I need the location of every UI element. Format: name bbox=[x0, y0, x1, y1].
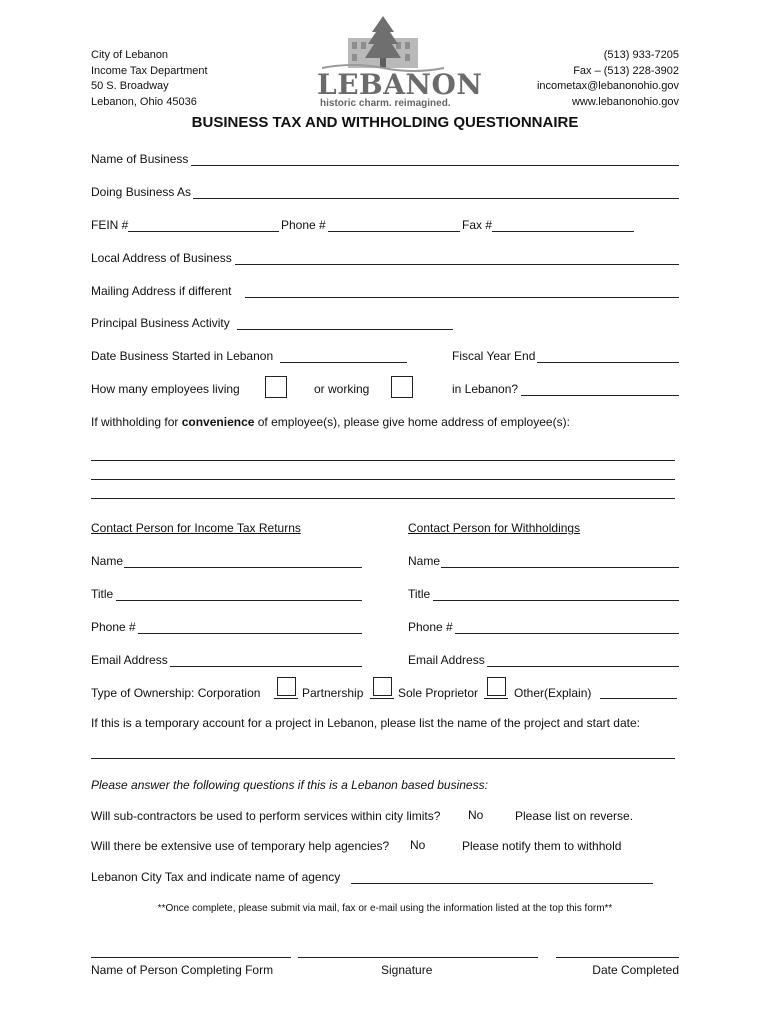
temporary-project-text: If this is a temporary account for a project in Lebanon, please list the name of the project and start date: bbox=[91, 716, 640, 730]
fiscal-year-end-label: Fiscal Year End bbox=[452, 349, 536, 363]
contact2-name-field[interactable] bbox=[441, 567, 679, 568]
temp-agencies-answer[interactable]: No bbox=[410, 838, 426, 852]
city-logo bbox=[312, 14, 483, 110]
contact1-name-label: Name bbox=[91, 554, 124, 568]
contact2-title-label: Title bbox=[408, 587, 431, 601]
header-line: Income Tax Department bbox=[91, 65, 208, 77]
sole-proprietor-checkbox[interactable] bbox=[487, 677, 506, 696]
fein-field[interactable] bbox=[128, 231, 279, 232]
completer-name-label: Name of Person Completing Form bbox=[91, 963, 274, 977]
withholding-text-post: of employee(s), please give home address of employee(s): bbox=[254, 415, 570, 429]
submission-note: **Once complete, please submit via mail, fax or e-mail using the information listed at the top this form** bbox=[157, 903, 613, 914]
employee-address-line-1[interactable] bbox=[91, 460, 675, 461]
subcontractors-answer[interactable]: No bbox=[468, 808, 484, 822]
contact1-email-label: Email Address bbox=[91, 653, 168, 667]
name-of-business-field[interactable] bbox=[191, 165, 679, 166]
other-label: Other(Explain) bbox=[514, 686, 592, 700]
partnership-line bbox=[370, 698, 394, 699]
local-address-field[interactable] bbox=[235, 264, 679, 265]
mailing-address-field[interactable] bbox=[245, 297, 679, 298]
header-line: 50 S. Broadway bbox=[91, 80, 169, 92]
agency-name-label: Lebanon City Tax and indicate name of agency bbox=[91, 870, 341, 884]
fax-label: Fax # bbox=[462, 218, 493, 232]
phone-label: Phone # bbox=[281, 218, 326, 232]
logo-tagline: historic charm. reimagined. bbox=[320, 98, 451, 109]
in-lebanon-label: in Lebanon? bbox=[452, 382, 519, 396]
corporation-checkbox[interactable] bbox=[277, 677, 296, 696]
contact1-phone-label: Phone # bbox=[91, 620, 136, 634]
employee-address-line-3[interactable] bbox=[91, 498, 675, 499]
other-explain-field[interactable] bbox=[600, 698, 677, 699]
or-working-label: or working bbox=[314, 382, 370, 396]
header-line: Lebanon, Ohio 45036 bbox=[91, 96, 197, 108]
header-fax: Fax – (513) 228-3902 bbox=[573, 65, 679, 77]
dba-field[interactable] bbox=[193, 198, 679, 199]
date-completed-label: Date Completed bbox=[592, 963, 679, 977]
contact2-phone-label: Phone # bbox=[408, 620, 453, 634]
principal-activity-label: Principal Business Activity bbox=[91, 316, 230, 330]
corporation-line bbox=[274, 698, 298, 699]
temporary-project-field[interactable] bbox=[91, 758, 675, 759]
mailing-address-label: Mailing Address if different bbox=[91, 284, 232, 298]
in-lebanon-field[interactable] bbox=[521, 395, 679, 396]
agency-name-field[interactable] bbox=[351, 883, 653, 884]
contact1-phone-field[interactable] bbox=[138, 633, 362, 634]
name-of-business-label: Name of Business bbox=[91, 152, 189, 166]
date-completed-field[interactable] bbox=[556, 957, 679, 958]
temp-agencies-question: Will there be extensive use of temporary help agencies? bbox=[91, 839, 390, 853]
sole-proprietor-label: Sole Proprietor bbox=[398, 686, 479, 700]
employees-working-box[interactable] bbox=[391, 376, 413, 398]
principal-activity-field[interactable] bbox=[237, 329, 453, 330]
header-line: City of Lebanon bbox=[91, 49, 169, 61]
partnership-checkbox[interactable] bbox=[373, 677, 392, 696]
withholding-instructions bbox=[91, 415, 570, 429]
completer-name-field[interactable] bbox=[91, 957, 291, 958]
header-phone: (513) 933-7205 bbox=[603, 49, 679, 61]
phone-field[interactable] bbox=[328, 231, 460, 232]
employee-address-line-2[interactable] bbox=[91, 479, 675, 480]
income-tax-contact-heading: Contact Person for Income Tax Returns bbox=[91, 521, 301, 535]
withholding-contact-heading: Contact Person for Withholdings bbox=[408, 521, 581, 535]
temp-agencies-note: Please notify them to withhold bbox=[462, 839, 622, 853]
ownership-label: Type of Ownership: Corporation bbox=[91, 686, 261, 700]
withholding-text-pre: If withholding for bbox=[91, 415, 182, 429]
contact1-title-field[interactable] bbox=[116, 600, 362, 601]
fein-label: FEIN # bbox=[91, 218, 129, 232]
lebanon-business-intro: Please answer the following questions if this is a Lebanon based business: bbox=[91, 778, 488, 792]
contact1-email-field[interactable] bbox=[170, 666, 362, 667]
contact2-email-field[interactable] bbox=[487, 666, 679, 667]
header-website: www.lebanonohio.gov bbox=[571, 96, 679, 108]
contact2-name-label: Name bbox=[408, 554, 441, 568]
employees-living-label: How many employees living bbox=[91, 382, 240, 396]
subcontractors-note: Please list on reverse. bbox=[515, 809, 634, 823]
sole-proprietor-line bbox=[484, 698, 508, 699]
dba-label: Doing Business As bbox=[91, 185, 192, 199]
subcontractors-question: Will sub-contractors be used to perform services within city limits? bbox=[91, 809, 441, 823]
date-started-label: Date Business Started in Lebanon bbox=[91, 349, 274, 363]
fax-field[interactable] bbox=[492, 231, 634, 232]
contact2-phone-field[interactable] bbox=[455, 633, 679, 634]
withholding-text-bold: convenience bbox=[181, 415, 255, 429]
signature-label: Signature bbox=[381, 963, 433, 977]
logo-graphic bbox=[312, 14, 454, 74]
logo-wordmark: LEBANON bbox=[317, 68, 483, 101]
employees-living-box[interactable] bbox=[265, 376, 287, 398]
contact2-email-label: Email Address bbox=[408, 653, 485, 667]
signature-field[interactable] bbox=[298, 957, 538, 958]
contact2-title-field[interactable] bbox=[433, 600, 679, 601]
contact1-title-label: Title bbox=[91, 587, 114, 601]
contact1-name-field[interactable] bbox=[124, 567, 362, 568]
page-title: BUSINESS TAX AND WITHHOLDING QUESTIONNAIRE bbox=[191, 114, 579, 131]
header-email: incometax@lebanonohio.gov bbox=[536, 80, 679, 92]
date-started-field[interactable] bbox=[280, 362, 407, 363]
fiscal-year-end-field[interactable] bbox=[537, 362, 679, 363]
partnership-label: Partnership bbox=[302, 686, 364, 700]
local-address-label: Local Address of Business bbox=[91, 251, 232, 265]
